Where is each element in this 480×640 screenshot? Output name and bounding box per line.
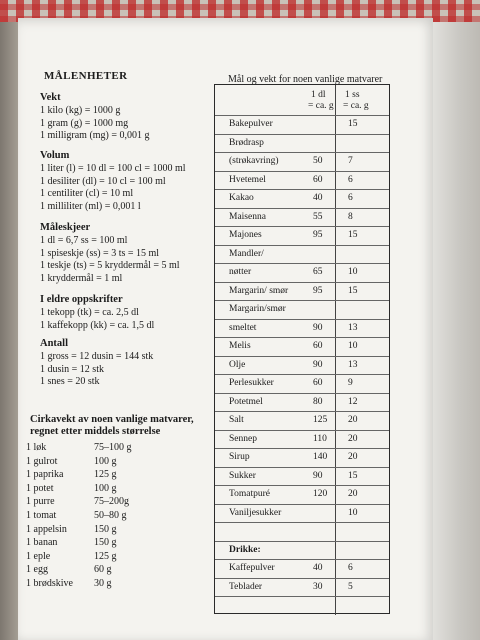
ss-value: 15 (348, 285, 358, 296)
unit-line: 1 milligram (mg) = 0,001 g (40, 130, 150, 141)
table-row (215, 522, 389, 523)
unit-line: 1 desiliter (dl) = 10 cl = 100 ml (40, 175, 166, 187)
approx-item-weight: 125 g (94, 469, 117, 481)
food-name: Bakepulver (229, 119, 273, 129)
table-row (215, 578, 389, 579)
dl-value: 40 (313, 193, 323, 203)
header-ss: 1 ss (345, 90, 360, 100)
table-row (215, 171, 389, 172)
ss-value: 12 (348, 396, 358, 407)
unit-line: 1 milliliter (ml) = 0,001 l (40, 200, 141, 212)
table-row (215, 504, 389, 505)
dl-value: 60 (313, 378, 323, 388)
ss-value: 13 (348, 322, 358, 333)
food-name: Perlesukker (229, 378, 274, 388)
approx-item-weight: 125 g (94, 550, 117, 562)
table-row (215, 393, 389, 394)
food-name: Brødrasp (229, 137, 264, 148)
table-row (215, 245, 389, 246)
food-name: Majones (229, 230, 262, 240)
section-heading: Måleskjeer (40, 222, 91, 233)
food-name: Teblader (229, 581, 263, 592)
food-name: Maisenna (229, 211, 266, 222)
ss-value: 6 (348, 174, 353, 185)
food-name: Hvetemel (229, 174, 266, 185)
dl-value: 60 (313, 341, 323, 351)
dl-value: 30 (313, 581, 323, 592)
approx-item-weight: 150 g (94, 537, 117, 549)
dl-value: 110 (313, 433, 327, 444)
column-divider (335, 85, 336, 615)
food-name: Sennep (229, 433, 257, 444)
approx-item-name: 1 løk (26, 442, 47, 453)
approx-item-weight: 75–100 g (94, 442, 132, 453)
ss-value: 10 (348, 341, 358, 351)
unit-line: 1 dusin = 12 stk (40, 363, 104, 375)
ss-value: 10 (348, 267, 358, 277)
next-page-edge (430, 22, 480, 640)
table-row (215, 189, 389, 190)
ss-value: 6 (348, 193, 353, 203)
approx-item-weight: 50–80 g (94, 510, 127, 521)
ss-value: 20 (348, 489, 358, 499)
unit-line: 1 kryddermål = 1 ml (40, 272, 123, 284)
food-name: Sukker (229, 470, 256, 481)
table-row (215, 319, 389, 320)
table-row (215, 208, 389, 209)
unit-line: 1 teskje (ts) = 5 kryddermål = 5 ml (40, 260, 180, 271)
food-name: Salt (229, 415, 244, 425)
food-name: nøtter (229, 267, 252, 277)
dl-value: 140 (313, 452, 328, 462)
approx-item-name: 1 appelsin (26, 523, 67, 535)
ss-value: 20 (348, 415, 358, 425)
ss-value: 20 (348, 433, 358, 444)
approx-item-weight: 150 g (94, 523, 117, 535)
approx-item-name: 1 paprika (26, 469, 64, 481)
drinks-heading: Drikke: (229, 544, 261, 555)
food-name: (strøkavring) (229, 156, 279, 166)
approx-item-name: 1 banan (26, 537, 58, 549)
dl-value: 95 (313, 230, 323, 240)
approx-item-name: 1 purre (26, 496, 55, 508)
dl-value: 90 (313, 470, 323, 481)
unit-line: 1 liter (l) = 10 dl = 100 cl = 1000 ml (40, 163, 186, 174)
ss-value: 15 (348, 119, 358, 129)
dl-value: 60 (313, 174, 323, 185)
ss-value: 15 (348, 470, 358, 481)
food-name: Tomatpuré (229, 489, 271, 499)
unit-line: 1 gram (g) = 1000 mg (40, 117, 129, 129)
table-row (215, 226, 389, 227)
approx-item-weight: 60 g (94, 564, 112, 576)
ss-value: 10 (348, 507, 358, 518)
header-dl-unit: = ca. g (308, 101, 334, 111)
table-row (215, 559, 389, 560)
approx-item-name: 1 eple (26, 550, 51, 562)
header-dl: 1 dl (311, 90, 326, 100)
table-row (215, 356, 389, 357)
food-name: Margarin/smør (229, 304, 286, 314)
book-spine-shadow (0, 22, 20, 640)
dl-value: 65 (313, 267, 323, 277)
dl-value: 40 (313, 563, 323, 573)
dl-value: 80 (313, 396, 323, 407)
ss-value: 8 (348, 211, 353, 222)
table-row (215, 300, 389, 301)
table-row (215, 374, 389, 375)
approx-item-name: 1 egg (26, 564, 48, 576)
food-name: Margarin/ smør (229, 285, 289, 296)
approx-item-weight: 100 g (94, 455, 117, 467)
food-name: Vaniljesukker (229, 507, 282, 518)
table-row (215, 282, 389, 283)
section-heading: Vekt (40, 92, 61, 103)
dl-value: 90 (313, 322, 323, 333)
unit-line: 1 tekopp (tk) = ca. 2,5 dl (40, 307, 139, 318)
dl-value: 95 (313, 285, 323, 296)
food-name: Sirup (229, 452, 250, 462)
dl-value: 120 (313, 489, 328, 499)
table-row (215, 411, 389, 412)
food-name: Melis (229, 341, 251, 351)
unit-line: 1 spiseskje (ss) = 3 ts = 15 ml (40, 247, 160, 259)
ss-value: 6 (348, 563, 353, 573)
approx-heading: regnet etter middels størrelse (30, 426, 161, 437)
unit-line: 1 kaffekopp (kk) = ca. 1,5 dl (40, 319, 155, 331)
table-row (215, 430, 389, 431)
food-name: Potetmel (229, 396, 263, 407)
food-name: Kaffepulver (229, 563, 275, 573)
ss-value: 9 (348, 378, 353, 388)
unit-line: 1 snes = 20 stk (40, 376, 100, 387)
table-row (215, 337, 389, 338)
food-name: smeltet (229, 322, 257, 333)
unit-line: 1 centiliter (cl) = 10 ml (40, 188, 134, 199)
table-row (215, 467, 389, 468)
table-row (215, 596, 389, 597)
ss-value: 15 (348, 230, 358, 240)
approx-heading: Cirkavekt av noen vanlige matvarer, (30, 414, 194, 425)
book-page (18, 18, 433, 640)
table-title: Mål og vekt for noen vanlige matvarer (228, 74, 383, 85)
section-heading: Antall (40, 338, 69, 349)
approx-item-name: 1 tomat (26, 510, 57, 521)
ss-value: 13 (348, 359, 358, 370)
unit-line: 1 gross = 12 dusin = 144 stk (40, 351, 154, 362)
unit-line: 1 dl = 6,7 ss = 100 ml (40, 235, 128, 246)
dl-value: 50 (313, 156, 323, 166)
section-title: MÅLENHETER (44, 70, 128, 82)
approx-item-weight: 30 g (94, 578, 112, 589)
ss-value: 20 (348, 452, 358, 462)
ss-value: 5 (348, 581, 353, 592)
table-row (215, 134, 389, 135)
weights-table (214, 84, 390, 614)
approx-item-name: 1 potet (26, 482, 54, 494)
table-row (215, 448, 389, 449)
table-row (215, 152, 389, 153)
section-heading: Volum (40, 150, 70, 161)
unit-line: 1 kilo (kg) = 1000 g (40, 105, 121, 116)
section-heading: I eldre oppskrifter (40, 294, 123, 305)
dl-value: 125 (313, 415, 328, 425)
approx-item-name: 1 brødskive (26, 578, 73, 589)
header-ss-unit: = ca. g (343, 101, 369, 111)
approx-item-weight: 100 g (94, 482, 117, 494)
ss-value: 7 (348, 156, 353, 166)
food-name: Mandler/ (229, 248, 264, 259)
approx-item-name: 1 gulrot (26, 455, 58, 467)
table-row (215, 263, 389, 264)
approx-item-weight: 75–200g (94, 496, 129, 508)
table-row (215, 541, 389, 542)
dl-value: 55 (313, 211, 323, 222)
food-name: Kakao (229, 193, 254, 203)
food-name: Olje (229, 359, 246, 370)
table-row (215, 115, 389, 116)
table-row (215, 485, 389, 486)
dl-value: 90 (313, 359, 323, 370)
